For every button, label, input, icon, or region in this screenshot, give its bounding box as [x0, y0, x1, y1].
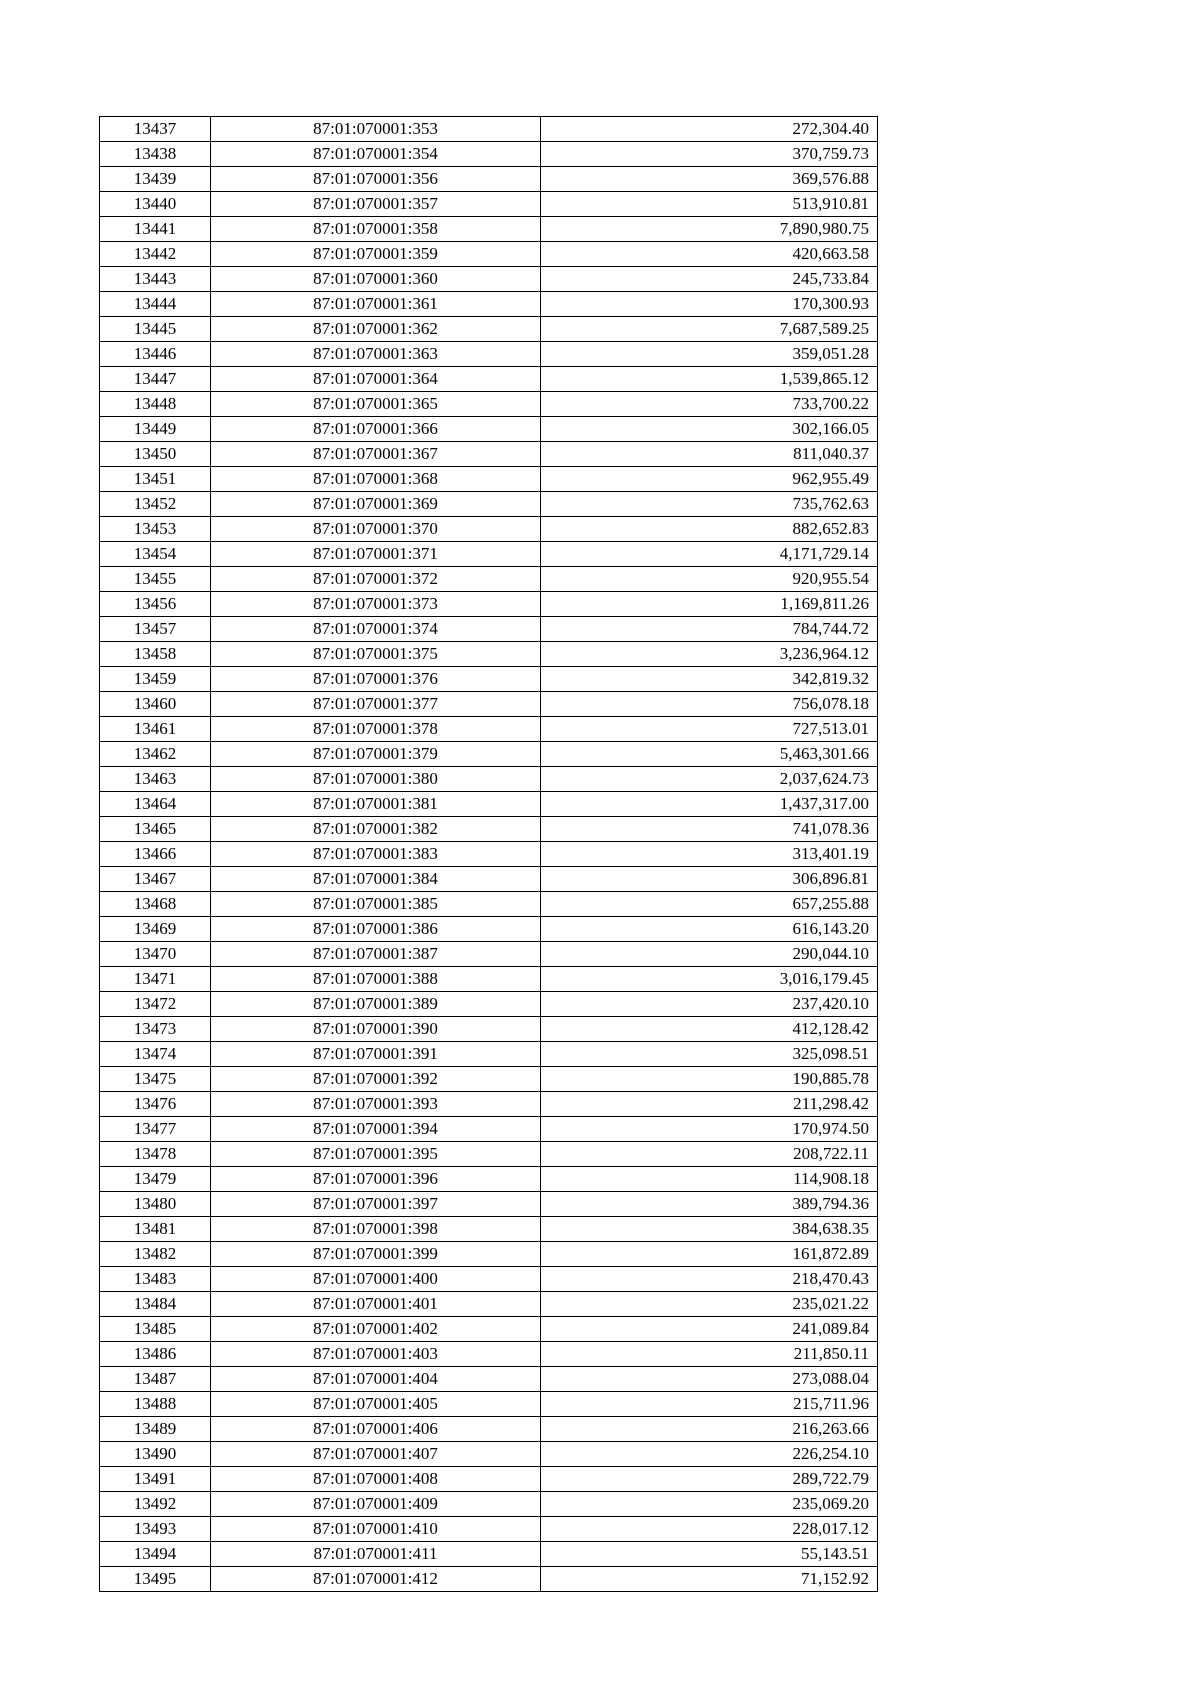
row-number-cell: 13491 — [100, 1467, 211, 1492]
table-body — [100, 117, 878, 1592]
cadastral-value-cell: 306,896.81 — [541, 867, 878, 892]
cadastral-value-cell: 1,169,811.26 — [541, 592, 878, 617]
table-row — [100, 1117, 878, 1142]
cadastral-number-cell: 87:01:070001:393 — [211, 1092, 541, 1117]
table-row — [100, 1517, 878, 1542]
row-number-cell: 13454 — [100, 542, 211, 567]
cadastral-number-cell: 87:01:070001:395 — [211, 1142, 541, 1167]
cadastral-number-cell: 87:01:070001:374 — [211, 617, 541, 642]
cadastral-value-cell: 325,098.51 — [541, 1042, 878, 1067]
table-row — [100, 367, 878, 392]
cadastral-number-cell: 87:01:070001:370 — [211, 517, 541, 542]
table-row — [100, 467, 878, 492]
row-number-cell: 13453 — [100, 517, 211, 542]
table-row — [100, 967, 878, 992]
table-row — [100, 817, 878, 842]
row-number-cell: 13445 — [100, 317, 211, 342]
table-row — [100, 292, 878, 317]
cadastral-value-cell: 302,166.05 — [541, 417, 878, 442]
cadastral-value-cell: 412,128.42 — [541, 1017, 878, 1042]
cadastral-number-cell: 87:01:070001:366 — [211, 417, 541, 442]
cadastral-number-cell: 87:01:070001:384 — [211, 867, 541, 892]
table-row — [100, 692, 878, 717]
row-number-cell: 13495 — [100, 1567, 211, 1592]
cadastral-value-cell: 370,759.73 — [541, 142, 878, 167]
table-row — [100, 1417, 878, 1442]
cadastral-value-cell: 208,722.11 — [541, 1142, 878, 1167]
cadastral-number-cell: 87:01:070001:410 — [211, 1517, 541, 1542]
cadastral-value-cell: 3,016,179.45 — [541, 967, 878, 992]
cadastral-value-cell: 211,298.42 — [541, 1092, 878, 1117]
table-row — [100, 442, 878, 467]
table-row — [100, 517, 878, 542]
cadastral-number-cell: 87:01:070001:363 — [211, 342, 541, 367]
row-number-cell: 13484 — [100, 1292, 211, 1317]
row-number-cell: 13475 — [100, 1067, 211, 1092]
row-number-cell: 13460 — [100, 692, 211, 717]
row-number-cell: 13483 — [100, 1267, 211, 1292]
row-number-cell: 13468 — [100, 892, 211, 917]
row-number-cell: 13444 — [100, 292, 211, 317]
row-number-cell: 13457 — [100, 617, 211, 642]
cadastral-number-cell: 87:01:070001:390 — [211, 1017, 541, 1042]
row-number-cell: 13490 — [100, 1442, 211, 1467]
cadastral-number-cell: 87:01:070001:368 — [211, 467, 541, 492]
table-row — [100, 217, 878, 242]
table-row — [100, 542, 878, 567]
table-row — [100, 1192, 878, 1217]
cadastral-value-cell: 735,762.63 — [541, 492, 878, 517]
cadastral-value-cell: 218,470.43 — [541, 1267, 878, 1292]
cadastral-number-cell: 87:01:070001:361 — [211, 292, 541, 317]
cadastral-number-cell: 87:01:070001:380 — [211, 767, 541, 792]
row-number-cell: 13462 — [100, 742, 211, 767]
row-number-cell: 13466 — [100, 842, 211, 867]
cadastral-number-cell: 87:01:070001:365 — [211, 392, 541, 417]
cadastral-number-cell: 87:01:070001:409 — [211, 1492, 541, 1517]
cadastral-number-cell: 87:01:070001:359 — [211, 242, 541, 267]
cadastral-number-cell: 87:01:070001:358 — [211, 217, 541, 242]
cadastral-value-cell: 733,700.22 — [541, 392, 878, 417]
cadastral-number-cell: 87:01:070001:382 — [211, 817, 541, 842]
table-row — [100, 1167, 878, 1192]
row-number-cell: 13458 — [100, 642, 211, 667]
cadastral-number-cell: 87:01:070001:411 — [211, 1542, 541, 1567]
cadastral-value-cell: 289,722.79 — [541, 1467, 878, 1492]
row-number-cell: 13451 — [100, 467, 211, 492]
cadastral-number-cell: 87:01:070001:392 — [211, 1067, 541, 1092]
table-row — [100, 917, 878, 942]
cadastral-value-cell: 1,539,865.12 — [541, 367, 878, 392]
table-row — [100, 1042, 878, 1067]
cadastral-number-cell: 87:01:070001:405 — [211, 1392, 541, 1417]
row-number-cell: 13476 — [100, 1092, 211, 1117]
table-row — [100, 667, 878, 692]
cadastral-value-cell: 657,255.88 — [541, 892, 878, 917]
table-row — [100, 617, 878, 642]
row-number-cell: 13441 — [100, 217, 211, 242]
row-number-cell: 13479 — [100, 1167, 211, 1192]
cadastral-value-cell: 114,908.18 — [541, 1167, 878, 1192]
cadastral-value-cell: 235,069.20 — [541, 1492, 878, 1517]
cadastral-value-cell: 784,744.72 — [541, 617, 878, 642]
cadastral-number-cell: 87:01:070001:385 — [211, 892, 541, 917]
cadastral-value-cell: 313,401.19 — [541, 842, 878, 867]
table-row — [100, 1567, 878, 1592]
row-number-cell: 13461 — [100, 717, 211, 742]
cadastral-number-cell: 87:01:070001:412 — [211, 1567, 541, 1592]
table-row — [100, 267, 878, 292]
cadastral-number-cell: 87:01:070001:401 — [211, 1292, 541, 1317]
cadastral-value-cell: 7,890,980.75 — [541, 217, 878, 242]
row-number-cell: 13472 — [100, 992, 211, 1017]
cadastral-value-cell: 741,078.36 — [541, 817, 878, 842]
cadastral-number-cell: 87:01:070001:373 — [211, 592, 541, 617]
cadastral-value-cell: 228,017.12 — [541, 1517, 878, 1542]
cadastral-number-cell: 87:01:070001:376 — [211, 667, 541, 692]
cadastral-value-cell: 920,955.54 — [541, 567, 878, 592]
cadastral-value-cell: 513,910.81 — [541, 192, 878, 217]
cadastral-value-cell: 420,663.58 — [541, 242, 878, 267]
table-row — [100, 1242, 878, 1267]
table-row — [100, 842, 878, 867]
row-number-cell: 13482 — [100, 1242, 211, 1267]
row-number-cell: 13489 — [100, 1417, 211, 1442]
row-number-cell: 13474 — [100, 1042, 211, 1067]
cadastral-value-cell: 727,513.01 — [541, 717, 878, 742]
row-number-cell: 13456 — [100, 592, 211, 617]
cadastral-number-cell: 87:01:070001:377 — [211, 692, 541, 717]
row-number-cell: 13452 — [100, 492, 211, 517]
table-row — [100, 792, 878, 817]
table-row — [100, 342, 878, 367]
cadastral-value-cell: 1,437,317.00 — [541, 792, 878, 817]
cadastral-number-cell: 87:01:070001:362 — [211, 317, 541, 342]
cadastral-number-cell: 87:01:070001:399 — [211, 1242, 541, 1267]
table-row — [100, 242, 878, 267]
cadastral-number-cell: 87:01:070001:369 — [211, 492, 541, 517]
cadastral-number-cell: 87:01:070001:383 — [211, 842, 541, 867]
table-row — [100, 892, 878, 917]
row-number-cell: 13463 — [100, 767, 211, 792]
cadastral-number-cell: 87:01:070001:398 — [211, 1217, 541, 1242]
table-row — [100, 592, 878, 617]
row-number-cell: 13481 — [100, 1217, 211, 1242]
cadastral-number-cell: 87:01:070001:388 — [211, 967, 541, 992]
row-number-cell: 13488 — [100, 1392, 211, 1417]
cadastral-number-cell: 87:01:070001:408 — [211, 1467, 541, 1492]
cadastral-value-cell: 161,872.89 — [541, 1242, 878, 1267]
cadastral-number-cell: 87:01:070001:389 — [211, 992, 541, 1017]
row-number-cell: 13467 — [100, 867, 211, 892]
table-row — [100, 567, 878, 592]
table-row — [100, 1317, 878, 1342]
cadastral-number-cell: 87:01:070001:394 — [211, 1117, 541, 1142]
row-number-cell: 13464 — [100, 792, 211, 817]
row-number-cell: 13485 — [100, 1317, 211, 1342]
row-number-cell: 13477 — [100, 1117, 211, 1142]
cadastral-value-cell: 245,733.84 — [541, 267, 878, 292]
row-number-cell: 13439 — [100, 167, 211, 192]
table-row — [100, 1067, 878, 1092]
row-number-cell: 13471 — [100, 967, 211, 992]
table-row — [100, 992, 878, 1017]
cadastral-value-cell: 3,236,964.12 — [541, 642, 878, 667]
cadastral-number-cell: 87:01:070001:381 — [211, 792, 541, 817]
cadastral-value-cell: 7,687,589.25 — [541, 317, 878, 342]
table-row — [100, 742, 878, 767]
row-number-cell: 13487 — [100, 1367, 211, 1392]
cadastral-number-cell: 87:01:070001:406 — [211, 1417, 541, 1442]
table-row — [100, 717, 878, 742]
table-row — [100, 1367, 878, 1392]
cadastral-number-cell: 87:01:070001:357 — [211, 192, 541, 217]
cadastral-value-cell: 962,955.49 — [541, 467, 878, 492]
cadastral-number-cell: 87:01:070001:379 — [211, 742, 541, 767]
cadastral-value-table — [99, 116, 878, 1592]
row-number-cell: 13438 — [100, 142, 211, 167]
cadastral-value-cell: 756,078.18 — [541, 692, 878, 717]
cadastral-number-cell: 87:01:070001:407 — [211, 1442, 541, 1467]
table-row — [100, 1342, 878, 1367]
cadastral-value-cell: 369,576.88 — [541, 167, 878, 192]
cadastral-value-cell: 273,088.04 — [541, 1367, 878, 1392]
cadastral-number-cell: 87:01:070001:397 — [211, 1192, 541, 1217]
cadastral-value-cell: 272,304.40 — [541, 117, 878, 142]
row-number-cell: 13469 — [100, 917, 211, 942]
table-row — [100, 417, 878, 442]
table-row — [100, 942, 878, 967]
row-number-cell: 13480 — [100, 1192, 211, 1217]
row-number-cell: 13448 — [100, 392, 211, 417]
table-row — [100, 1142, 878, 1167]
cadastral-value-cell: 170,300.93 — [541, 292, 878, 317]
cadastral-number-cell: 87:01:070001:353 — [211, 117, 541, 142]
cadastral-value-cell: 2,037,624.73 — [541, 767, 878, 792]
row-number-cell: 13465 — [100, 817, 211, 842]
cadastral-value-cell: 216,263.66 — [541, 1417, 878, 1442]
row-number-cell: 13442 — [100, 242, 211, 267]
cadastral-value-cell: 55,143.51 — [541, 1542, 878, 1567]
row-number-cell: 13493 — [100, 1517, 211, 1542]
row-number-cell: 13437 — [100, 117, 211, 142]
table-row — [100, 1392, 878, 1417]
row-number-cell: 13492 — [100, 1492, 211, 1517]
cadastral-number-cell: 87:01:070001:404 — [211, 1367, 541, 1392]
table-row — [100, 192, 878, 217]
row-number-cell: 13440 — [100, 192, 211, 217]
row-number-cell: 13450 — [100, 442, 211, 467]
cadastral-value-cell: 241,089.84 — [541, 1317, 878, 1342]
cadastral-number-cell: 87:01:070001:360 — [211, 267, 541, 292]
table-row — [100, 1217, 878, 1242]
cadastral-value-cell: 71,152.92 — [541, 1567, 878, 1592]
cadastral-value-cell: 237,420.10 — [541, 992, 878, 1017]
table-row — [100, 642, 878, 667]
cadastral-value-cell: 384,638.35 — [541, 1217, 878, 1242]
cadastral-value-cell: 170,974.50 — [541, 1117, 878, 1142]
cadastral-number-cell: 87:01:070001:387 — [211, 942, 541, 967]
cadastral-number-cell: 87:01:070001:386 — [211, 917, 541, 942]
table-row — [100, 142, 878, 167]
cadastral-value-cell: 290,044.10 — [541, 942, 878, 967]
cadastral-number-cell: 87:01:070001:375 — [211, 642, 541, 667]
row-number-cell: 13494 — [100, 1542, 211, 1567]
cadastral-number-cell: 87:01:070001:356 — [211, 167, 541, 192]
table-row — [100, 1017, 878, 1042]
cadastral-number-cell: 87:01:070001:371 — [211, 542, 541, 567]
table-row — [100, 167, 878, 192]
cadastral-number-cell: 87:01:070001:367 — [211, 442, 541, 467]
table-row — [100, 392, 878, 417]
cadastral-number-cell: 87:01:070001:364 — [211, 367, 541, 392]
cadastral-value-cell: 389,794.36 — [541, 1192, 878, 1217]
row-number-cell: 13449 — [100, 417, 211, 442]
cadastral-value-cell: 342,819.32 — [541, 667, 878, 692]
cadastral-number-cell: 87:01:070001:403 — [211, 1342, 541, 1367]
cadastral-value-cell: 811,040.37 — [541, 442, 878, 467]
row-number-cell: 13443 — [100, 267, 211, 292]
cadastral-value-cell: 211,850.11 — [541, 1342, 878, 1367]
table-row — [100, 1092, 878, 1117]
cadastral-value-cell: 4,171,729.14 — [541, 542, 878, 567]
cadastral-value-cell: 190,885.78 — [541, 1067, 878, 1092]
table-row — [100, 317, 878, 342]
cadastral-number-cell: 87:01:070001:396 — [211, 1167, 541, 1192]
cadastral-value-cell: 215,711.96 — [541, 1392, 878, 1417]
row-number-cell: 13459 — [100, 667, 211, 692]
row-number-cell: 13486 — [100, 1342, 211, 1367]
row-number-cell: 13455 — [100, 567, 211, 592]
cadastral-number-cell: 87:01:070001:391 — [211, 1042, 541, 1067]
table-row — [100, 867, 878, 892]
cadastral-number-cell: 87:01:070001:372 — [211, 567, 541, 592]
row-number-cell: 13473 — [100, 1017, 211, 1042]
row-number-cell: 13447 — [100, 367, 211, 392]
cadastral-number-cell: 87:01:070001:354 — [211, 142, 541, 167]
row-number-cell: 13470 — [100, 942, 211, 967]
table-row — [100, 1542, 878, 1567]
table-row — [100, 1442, 878, 1467]
cadastral-number-cell: 87:01:070001:378 — [211, 717, 541, 742]
table-row — [100, 1292, 878, 1317]
table-row — [100, 1467, 878, 1492]
cadastral-value-cell: 5,463,301.66 — [541, 742, 878, 767]
table-row — [100, 1267, 878, 1292]
table-row — [100, 117, 878, 142]
table-row — [100, 492, 878, 517]
cadastral-number-cell: 87:01:070001:400 — [211, 1267, 541, 1292]
cadastral-value-cell: 359,051.28 — [541, 342, 878, 367]
cadastral-value-cell: 882,652.83 — [541, 517, 878, 542]
row-number-cell: 13446 — [100, 342, 211, 367]
cadastral-value-cell: 226,254.10 — [541, 1442, 878, 1467]
row-number-cell: 13478 — [100, 1142, 211, 1167]
cadastral-number-cell: 87:01:070001:402 — [211, 1317, 541, 1342]
table-row — [100, 1492, 878, 1517]
cadastral-value-cell: 235,021.22 — [541, 1292, 878, 1317]
table-row — [100, 767, 878, 792]
cadastral-value-cell: 616,143.20 — [541, 917, 878, 942]
